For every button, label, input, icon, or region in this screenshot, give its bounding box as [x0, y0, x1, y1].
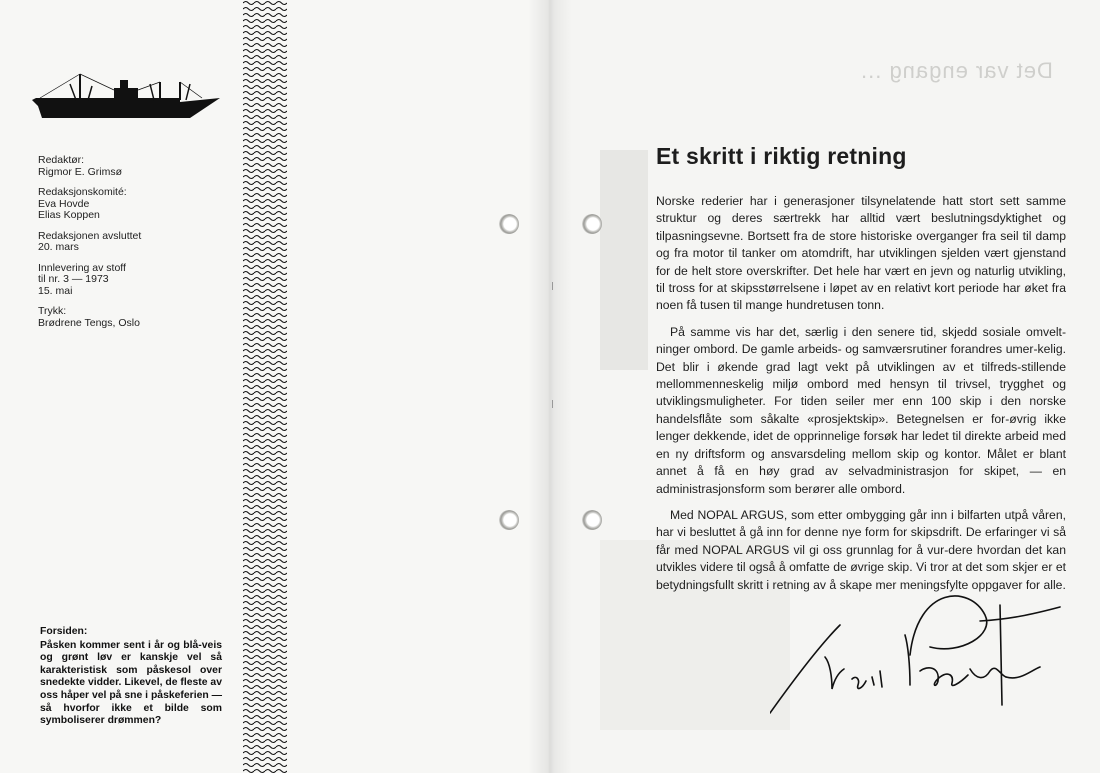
masthead-label: Redaksjonen avsluttet: [38, 229, 142, 242]
masthead-submission: [38, 263, 238, 298]
article-body: [656, 193, 1066, 603]
fold-mark: [552, 400, 553, 408]
article-paragraph: På samme vis har det, særlig i den senere tid, skjedd sosiale omvelt-ninger ombord. De gamle arbeids- og samværsrutiner forandres umer-kelig. Det blir i økende grad lagt vekt på utviklingen av et tilfreds-stillende mellommenneskelig miljø ombord med hensyn til trivsel, trygghet og utviklingsmuligheter. For tiden seiler mer enn 100 skip i den norske handelsflåte som såkalte «prosjektskip». Betegnelsen er for-øvrig ikke lenger dekkende, idet de opprinnelige forsøk har ledet til direkte arbeid med en ny driftsform og ansvarsdeling mellom skip og kontor. Målet er blant annet å få en høy grad av selvadministrasjon for skipet, — en administrasjonsform som berører alle ombord.: [656, 324, 1066, 496]
masthead-value: til nr. 3 — 1973: [38, 273, 109, 285]
punch-hole: [499, 214, 519, 234]
cover-note-text: Påsken kommer sent i år og blå-veis og grønt løv er kanskje vel så karakteristisk som påskesol over snedekte vidder. Likevel, de fleste av oss håper vel på sne i påskeferien — så hvorfor ikke et bilde som symboliserer drømmen?: [40, 639, 222, 727]
masthead-value: 15. mai: [38, 284, 73, 297]
masthead-label: Trykk:: [38, 305, 67, 317]
masthead-deadline: [38, 231, 238, 254]
masthead-value: 20. mars: [38, 241, 79, 253]
masthead-label: Redaktør:: [38, 154, 85, 166]
page-fold: [528, 0, 572, 773]
punch-hole: [582, 510, 602, 530]
wave-strip: [243, 0, 287, 773]
article-paragraph: Med NOPAL ARGUS, som etter ombygging går inn i bilfarten utpå våren, har vi besluttet å gå inn for denne nye form for skipsdrift. De erfaringer vi så får med NOPAL ARGUS vil gi oss grunnlag for å vur-dere hvordan det kan utvikles videre til også å omfatte de øvrige skip. Vi tror at det som skjer er et betydningsfullt skritt i retning av å skape mer meningsfylte oppgaver for alle.: [656, 507, 1066, 592]
masthead-committee: [38, 187, 238, 222]
article-title: Et skritt i riktig retning: [656, 143, 907, 169]
cover-note-title: Forsiden:: [40, 626, 88, 637]
masthead: [38, 155, 238, 338]
masthead-label: Redaksjonskomité:: [38, 186, 127, 198]
punch-hole: [499, 510, 519, 530]
masthead-value: Rigmor E. Grimsø: [38, 165, 122, 178]
masthead-value: Eva Hovde: [38, 197, 90, 210]
masthead-value: Brødrene Tengs, Oslo: [38, 316, 140, 329]
ship-illustration: [30, 70, 225, 130]
article-paragraph: Norske rederier har i generasjoner tilsynelatende hatt stort sett samme struktur og deres særtrekk har alltid vært beslutningsdyktighet og tilpasningsevne. Bortsett fra de store historiske overganger fra seil til damp og fra motor til tanker om atomdrift, har utviklingen sjelden vært gjenstand for de helt store overskrifter. Det hele har vært en jevn og naturlig utvikling, til tross for at skipsstørrelsene i løpet av en relativt kort periode har øket fra noen få tusen til mange hundretusen tonn.: [656, 194, 1066, 313]
cover-note: [40, 626, 222, 728]
show-through-heading: Det var engang ...: [860, 58, 1053, 83]
masthead-editor: [38, 155, 238, 178]
fold-mark: [552, 282, 553, 290]
masthead-printer: [38, 306, 238, 329]
show-through-block: [600, 150, 648, 370]
masthead-label: Innlevering av stoff: [38, 261, 126, 274]
punch-hole: [582, 214, 602, 234]
signature: [770, 585, 1070, 715]
masthead-value: Elias Koppen: [38, 209, 100, 221]
